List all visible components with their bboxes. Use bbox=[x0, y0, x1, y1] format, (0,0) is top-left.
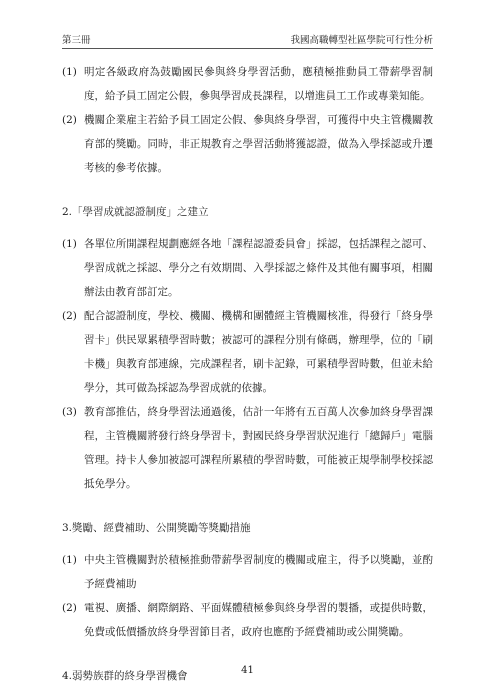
item-text: 電視、廣播、網際網路、平面媒體積極參與終身學習的製播，或提供時數，免費或低價播放終身學習節目者，政府也應酌予經費補助或公開獎勵。 bbox=[84, 602, 433, 638]
item-number: (3) bbox=[62, 406, 77, 418]
list-item bbox=[62, 232, 433, 304]
header-divider bbox=[62, 48, 433, 49]
body-content bbox=[62, 60, 433, 686]
item-number: (1) bbox=[62, 238, 77, 250]
list-item bbox=[62, 60, 433, 108]
list-item bbox=[62, 400, 433, 496]
item-text: 中央主管機關對於積極推動帶薪學習制度的機關或雇主，得予以獎勵，並酌予經費補助 bbox=[84, 554, 433, 590]
item-text: 機關企業雇主若給予員工固定公假、參與終身學習，可獲得中央主管機關教育部的獎勵。同時，非正規教育之學習活動將獲認證，做為入學採認或升遷考核的參考依據。 bbox=[84, 114, 433, 174]
section-heading: 3.獎勵、經費補助、公開獎勵等獎勵措施 bbox=[62, 522, 251, 534]
section-heading: 2.「學習成就認證制度」之建立 bbox=[62, 206, 209, 218]
item-number: (1) bbox=[62, 554, 77, 566]
item-text: 各單位所開課程規劃應經各地「課程認證委員會」採認，包括課程之認可、學習成就之採認、學分之有效期間、入學採認之條件及其他有關事項，相關辦法由教育部訂定。 bbox=[84, 238, 433, 298]
list-item bbox=[62, 596, 433, 644]
list-item bbox=[62, 548, 433, 596]
item-number: (2) bbox=[62, 602, 77, 614]
list-item bbox=[62, 304, 433, 400]
item-number: (2) bbox=[62, 114, 77, 126]
item-text: 教育部推估，終身學習法通過後，估計一年將有五百萬人次參加終身學習課程，主管機關將發行終身學習卡，對國民終身學習狀況進行「總歸戶」電腦管理。持卡人參加被認可課程所累積的學習時數，可能被正規學制學校採認抵免學分。 bbox=[84, 406, 433, 490]
page-number: 41 bbox=[241, 665, 254, 676]
item-number: (1) bbox=[62, 66, 77, 78]
running-header bbox=[62, 30, 433, 46]
item-text: 配合認證制度，學校、機關、機構和團體經主管機關核准，得發行「終身學習卡」供民眾累積學習時數；被認可的課程分別有條碼，辦理學，位的「刷卡機」與教育部連線，完成課程者，刷卡記錄，可累積學習時數，但並未給學分，其可做為採認為學習成就的依據。 bbox=[84, 310, 433, 394]
header-volume: 第三冊 bbox=[62, 35, 91, 46]
section-heading: 4.弱勢族群的終身學習機會 bbox=[62, 670, 188, 682]
item-number: (2) bbox=[62, 310, 77, 322]
item-text: 明定各級政府為鼓勵國民參與終身學習活動，應積極推動員工帶薪學習制度，給予員工固定公假，參與學習成長課程，以增進員工工作或專業知能。 bbox=[84, 66, 433, 102]
list-item bbox=[62, 108, 433, 180]
header-title: 我國高職轉型社區學院可行性分析 bbox=[290, 35, 433, 46]
